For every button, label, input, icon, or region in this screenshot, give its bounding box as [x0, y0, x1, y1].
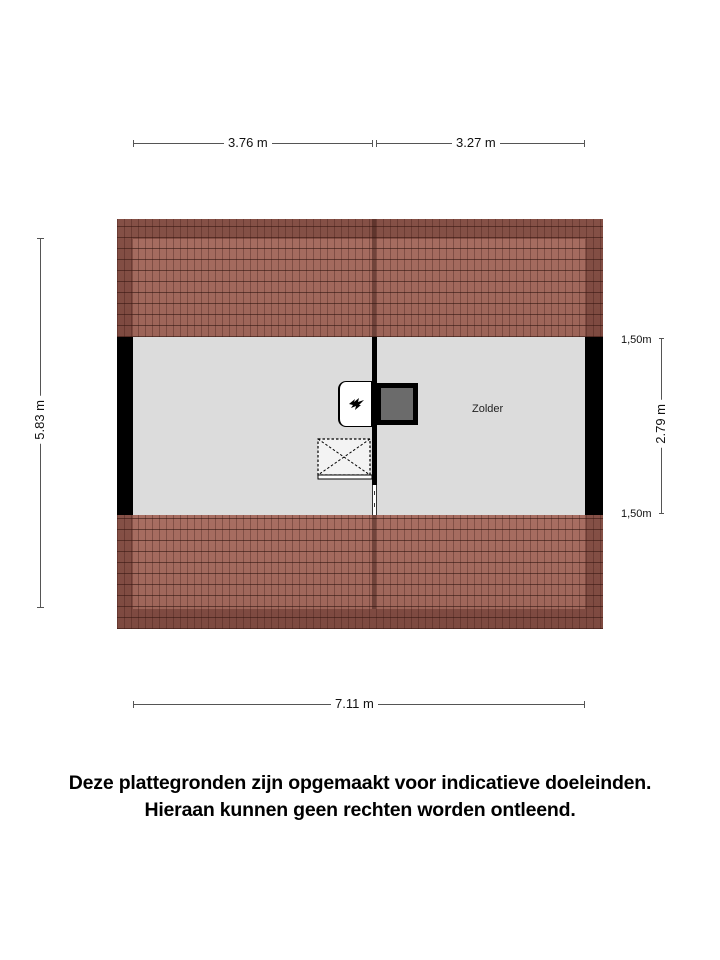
roof-edge-right — [585, 515, 603, 609]
attic-hatch — [317, 438, 372, 480]
roof-edge-right — [585, 239, 603, 337]
roof-edge-left — [117, 515, 133, 609]
roof-ridge-divider — [372, 219, 376, 337]
room-label-zolder: Zolder — [472, 403, 504, 415]
chimney — [376, 383, 418, 425]
roof-edge-left — [117, 239, 133, 337]
flame-icon — [347, 396, 367, 412]
dimension-label-bottom: 7.11 m — [331, 697, 378, 711]
dimension-tick — [584, 140, 585, 147]
disclaimer-line-1: Deze plattegronden zijn opgemaakt voor indicatieve doeleinden. — [68, 772, 652, 794]
roof-eave-top — [117, 219, 603, 239]
dimension-label-top-left: 3.76 m — [224, 136, 272, 150]
dimension-tick — [372, 140, 373, 147]
disclaimer-line-2: Hieraan kunnen geen rechten worden ontleend. — [144, 799, 576, 821]
dimension-label-left: 5.83 m — [33, 396, 47, 444]
dimension-label-height-bottom: 1,50m — [621, 508, 652, 520]
door-opening — [372, 485, 377, 515]
dimension-tick — [659, 513, 664, 514]
wall-right — [585, 337, 603, 515]
dimension-label-height-top: 1,50m — [621, 334, 652, 346]
hatch-cross-icon — [317, 438, 372, 480]
wall-left — [117, 337, 133, 515]
dimension-tick — [584, 701, 585, 708]
roof-ridge-divider — [372, 515, 376, 609]
boiler-unit — [338, 381, 372, 427]
roof-eave-bottom — [117, 609, 603, 629]
dimension-tick — [37, 607, 44, 608]
dimension-label-top-right: 3.27 m — [452, 136, 500, 150]
dimension-label-right: 2.79 m — [654, 400, 668, 448]
